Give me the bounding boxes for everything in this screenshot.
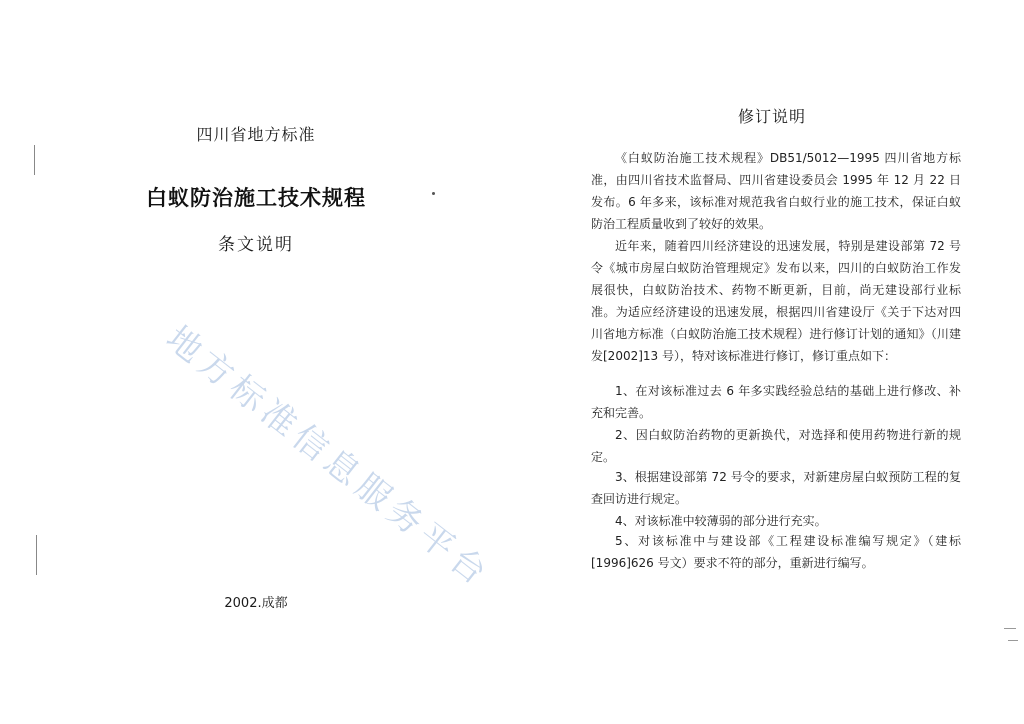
watermark-text: 地方标准信息服务平台 [158, 318, 499, 597]
scan-mark [34, 145, 35, 175]
revision-notes-title: 修订说明 [738, 107, 807, 126]
revision-item: 1、在对该标准过去 6 年多实践经验总结的基础上进行修改、补充和完善。 [591, 384, 961, 420]
standard-category-header: 四川省地方标准 [196, 125, 316, 144]
paragraph-reason: 近年来，随着四川经济建设的迅速发展，特别是建设部第 72 号令《城市房屋白蚁防治管理规定》发布以来，四川的白蚁防治工作发展很快，白蚁防治技术、药物不断更新，目前，尚无建设部行业标准。为适应经济建设的迅速发展，根据四川省建设厅《关于下达对四川省地方标准（白蚁防治施工技术规程）进行修订计划的通知》（川建发[2002]13 号），特对该标准进行修订，修订重点如下： [591, 239, 961, 363]
revision-item: 5、对该标准中与建设部《工程建设标准编写规定》（建标[1996]626 号文）要求不符的部分，重新进行编写。 [591, 534, 961, 570]
revision-item: 4、对该标准中较薄弱的部分进行充实。 [615, 514, 827, 528]
scan-dot [432, 192, 435, 195]
scan-mark [1008, 640, 1018, 641]
scan-mark [36, 535, 37, 575]
document-title: 白蚁防治施工技术规程 [146, 186, 366, 210]
date-place-footer: 2002.成都 [224, 596, 288, 611]
document-subtitle: 条文说明 [218, 235, 294, 255]
revision-item: 3、根据建设部第 72 号令的要求，对新建房屋白蚁预防工程的复查回访进行规定。 [591, 470, 961, 506]
revision-item: 2、因白蚁防治药物的更新换代，对选择和使用药物进行新的规定。 [591, 428, 961, 464]
scan-mark [1004, 628, 1016, 629]
paragraph-background: 《白蚁防治施工技术规程》DB51/5012—1995 四川省地方标准，由四川省技术监督局、四川省建设委员会 1995 年 12 月 22 日发布。6 年多来，该标准对规范我省白蚁行业的施工技术，保证白蚁防治工程质量收到了较好的效果。 [591, 151, 961, 231]
right-page [512, 0, 1024, 724]
